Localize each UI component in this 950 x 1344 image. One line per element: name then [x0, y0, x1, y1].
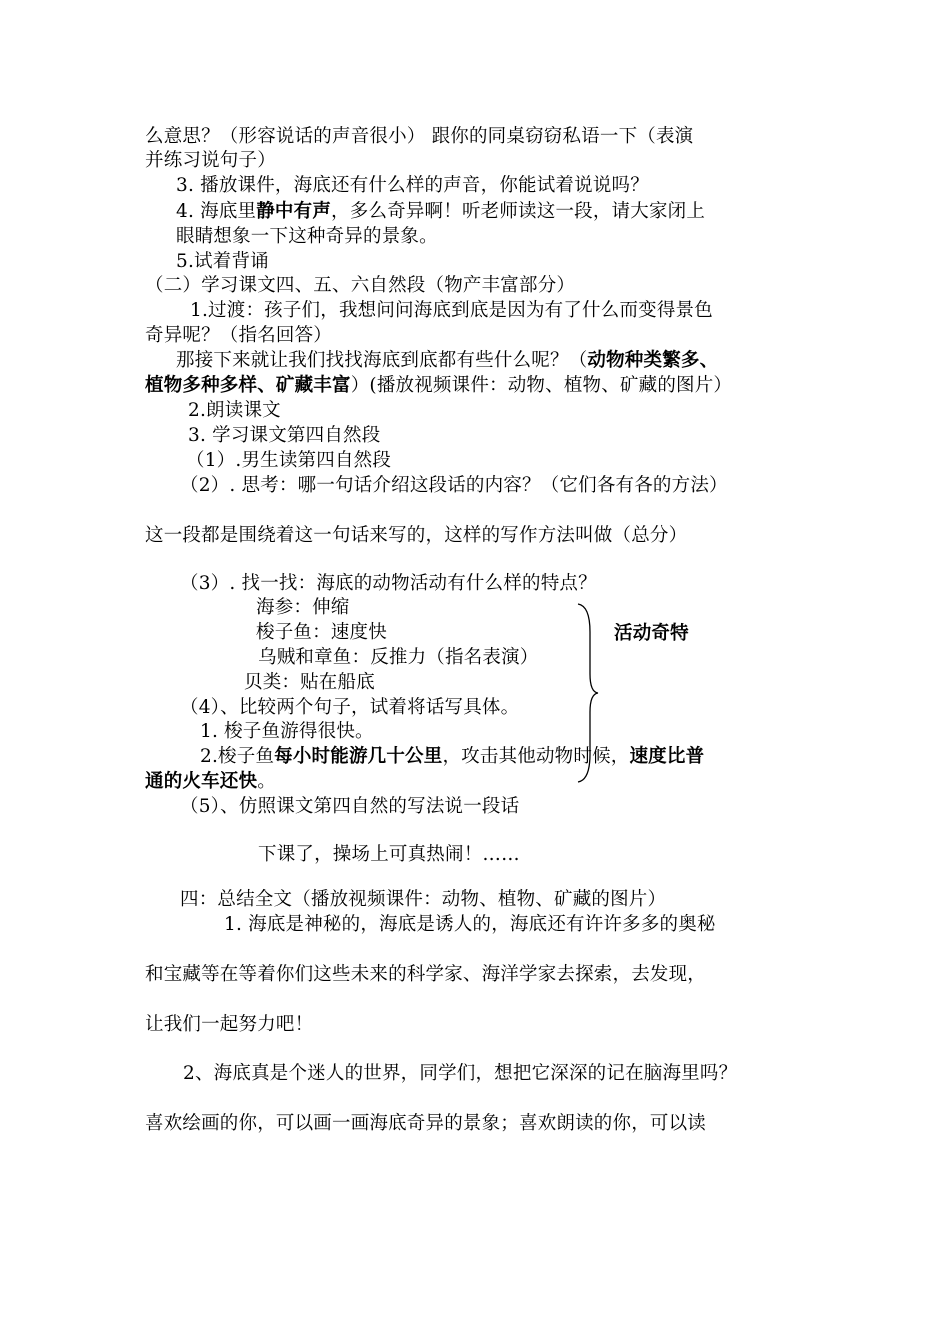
line-30: 和宝藏等在等着你们这些未来的科学家、海洋学家去探索，去发现，	[145, 964, 707, 985]
line-9: 奇异呢？（指名回答）	[145, 325, 333, 346]
line-15: （2）. 思考：哪一句话介绍这段话的内容？（它们各有各的方法）	[180, 475, 728, 496]
line-10	[176, 349, 718, 373]
line-29: 1. 海底是神秘的，海底是诱人的，海底还有许许多多的奥秘	[224, 914, 716, 935]
line-11	[145, 374, 732, 398]
line-10-text: 那接下来就让我们找找海底到底都有些什么呢？（	[176, 350, 588, 371]
line-13: 3. 学习课文第四自然段	[188, 425, 381, 446]
line-23: 1. 梭子鱼游得很快。	[200, 721, 374, 742]
line-18: 海参：伸缩	[256, 597, 350, 618]
brace-label-text: 活动奇特	[614, 623, 689, 644]
line-31: 让我们一起努力吧！	[145, 1014, 314, 1035]
line-3: 3. 播放课件，海底还有什么样的声音，你能试着说说吗？	[176, 175, 649, 196]
section-heading-4: 四：总结全文（播放视频课件：动物、植物、矿藏的图片）	[180, 889, 667, 910]
curly-brace	[576, 602, 600, 784]
line-17: （3）. 找一找：海底的动物活动有什么样的特点？	[180, 573, 597, 594]
line-24-bold-1: 每小时能游几十公里	[274, 746, 443, 767]
line-4-text-a: 4. 海底里	[176, 201, 257, 222]
line-33: 喜欢绘画的你，可以画一画海底奇异的景象；喜欢朗读的你，可以读	[145, 1113, 707, 1134]
section-heading-2: （二）学习课文四、五、六自然段（物产丰富部分）	[145, 275, 576, 296]
line-24-bold-2: 速度比普	[629, 746, 705, 767]
line-12: 2.朗读课文	[188, 400, 281, 421]
line-24	[200, 745, 704, 769]
line-16: 这一段都是围绕着这一句话来写的，这样的写作方法叫做（总分）	[145, 525, 688, 546]
brace-label	[614, 622, 689, 646]
line-20: 乌贼和章鱼：反推力（指名表演）	[258, 647, 539, 668]
line-21: 贝类：贴在船底	[244, 672, 375, 693]
line-19: 梭子鱼：速度快	[256, 622, 387, 643]
line-25-text: 。	[257, 771, 276, 792]
line-4-text-b: ，多么奇异啊！听老师读这一段，请大家闭上	[331, 201, 706, 222]
line-27: 下课了，操场上可真热闹！……	[258, 844, 520, 865]
line-22: （4）、比较两个句子，试着将话写具体。	[180, 697, 520, 718]
line-11-text: ）(播放视频课件：动物、植物、矿藏的图片）	[350, 375, 733, 396]
line-4-bold: 静中有声	[256, 201, 332, 222]
line-25-bold: 通的火车还快	[145, 771, 258, 792]
line-8: 1.过渡：孩子们，我想问问海底到底是因为有了什么而变得景色	[190, 300, 713, 321]
line-24-text-b: ，攻击其他动物时候，	[442, 746, 630, 767]
line-24-text-a: 2.梭子鱼	[200, 746, 275, 767]
line-32: 2、海底真是个迷人的世界，同学们，想把它深深的记在脑海里吗？	[183, 1063, 738, 1084]
line-1: 么意思？（形容说话的声音很小） 跟你的同桌窃窃私语一下（表演	[145, 126, 694, 147]
line-14: （1）.男生读第四自然段	[186, 450, 392, 471]
line-2: 并练习说句子）	[145, 150, 276, 171]
line-6: 5.试着背诵	[176, 251, 269, 272]
line-10-bold: 动物种类繁多、	[587, 350, 719, 371]
line-4	[176, 200, 705, 224]
line-5: 眼睛想象一下这种奇异的景象。	[176, 226, 438, 247]
line-26: （5）、仿照课文第四自然的写法说一段话	[180, 796, 520, 817]
line-25	[145, 770, 276, 794]
line-11-bold: 植物多种多样、矿藏丰富	[145, 375, 351, 396]
